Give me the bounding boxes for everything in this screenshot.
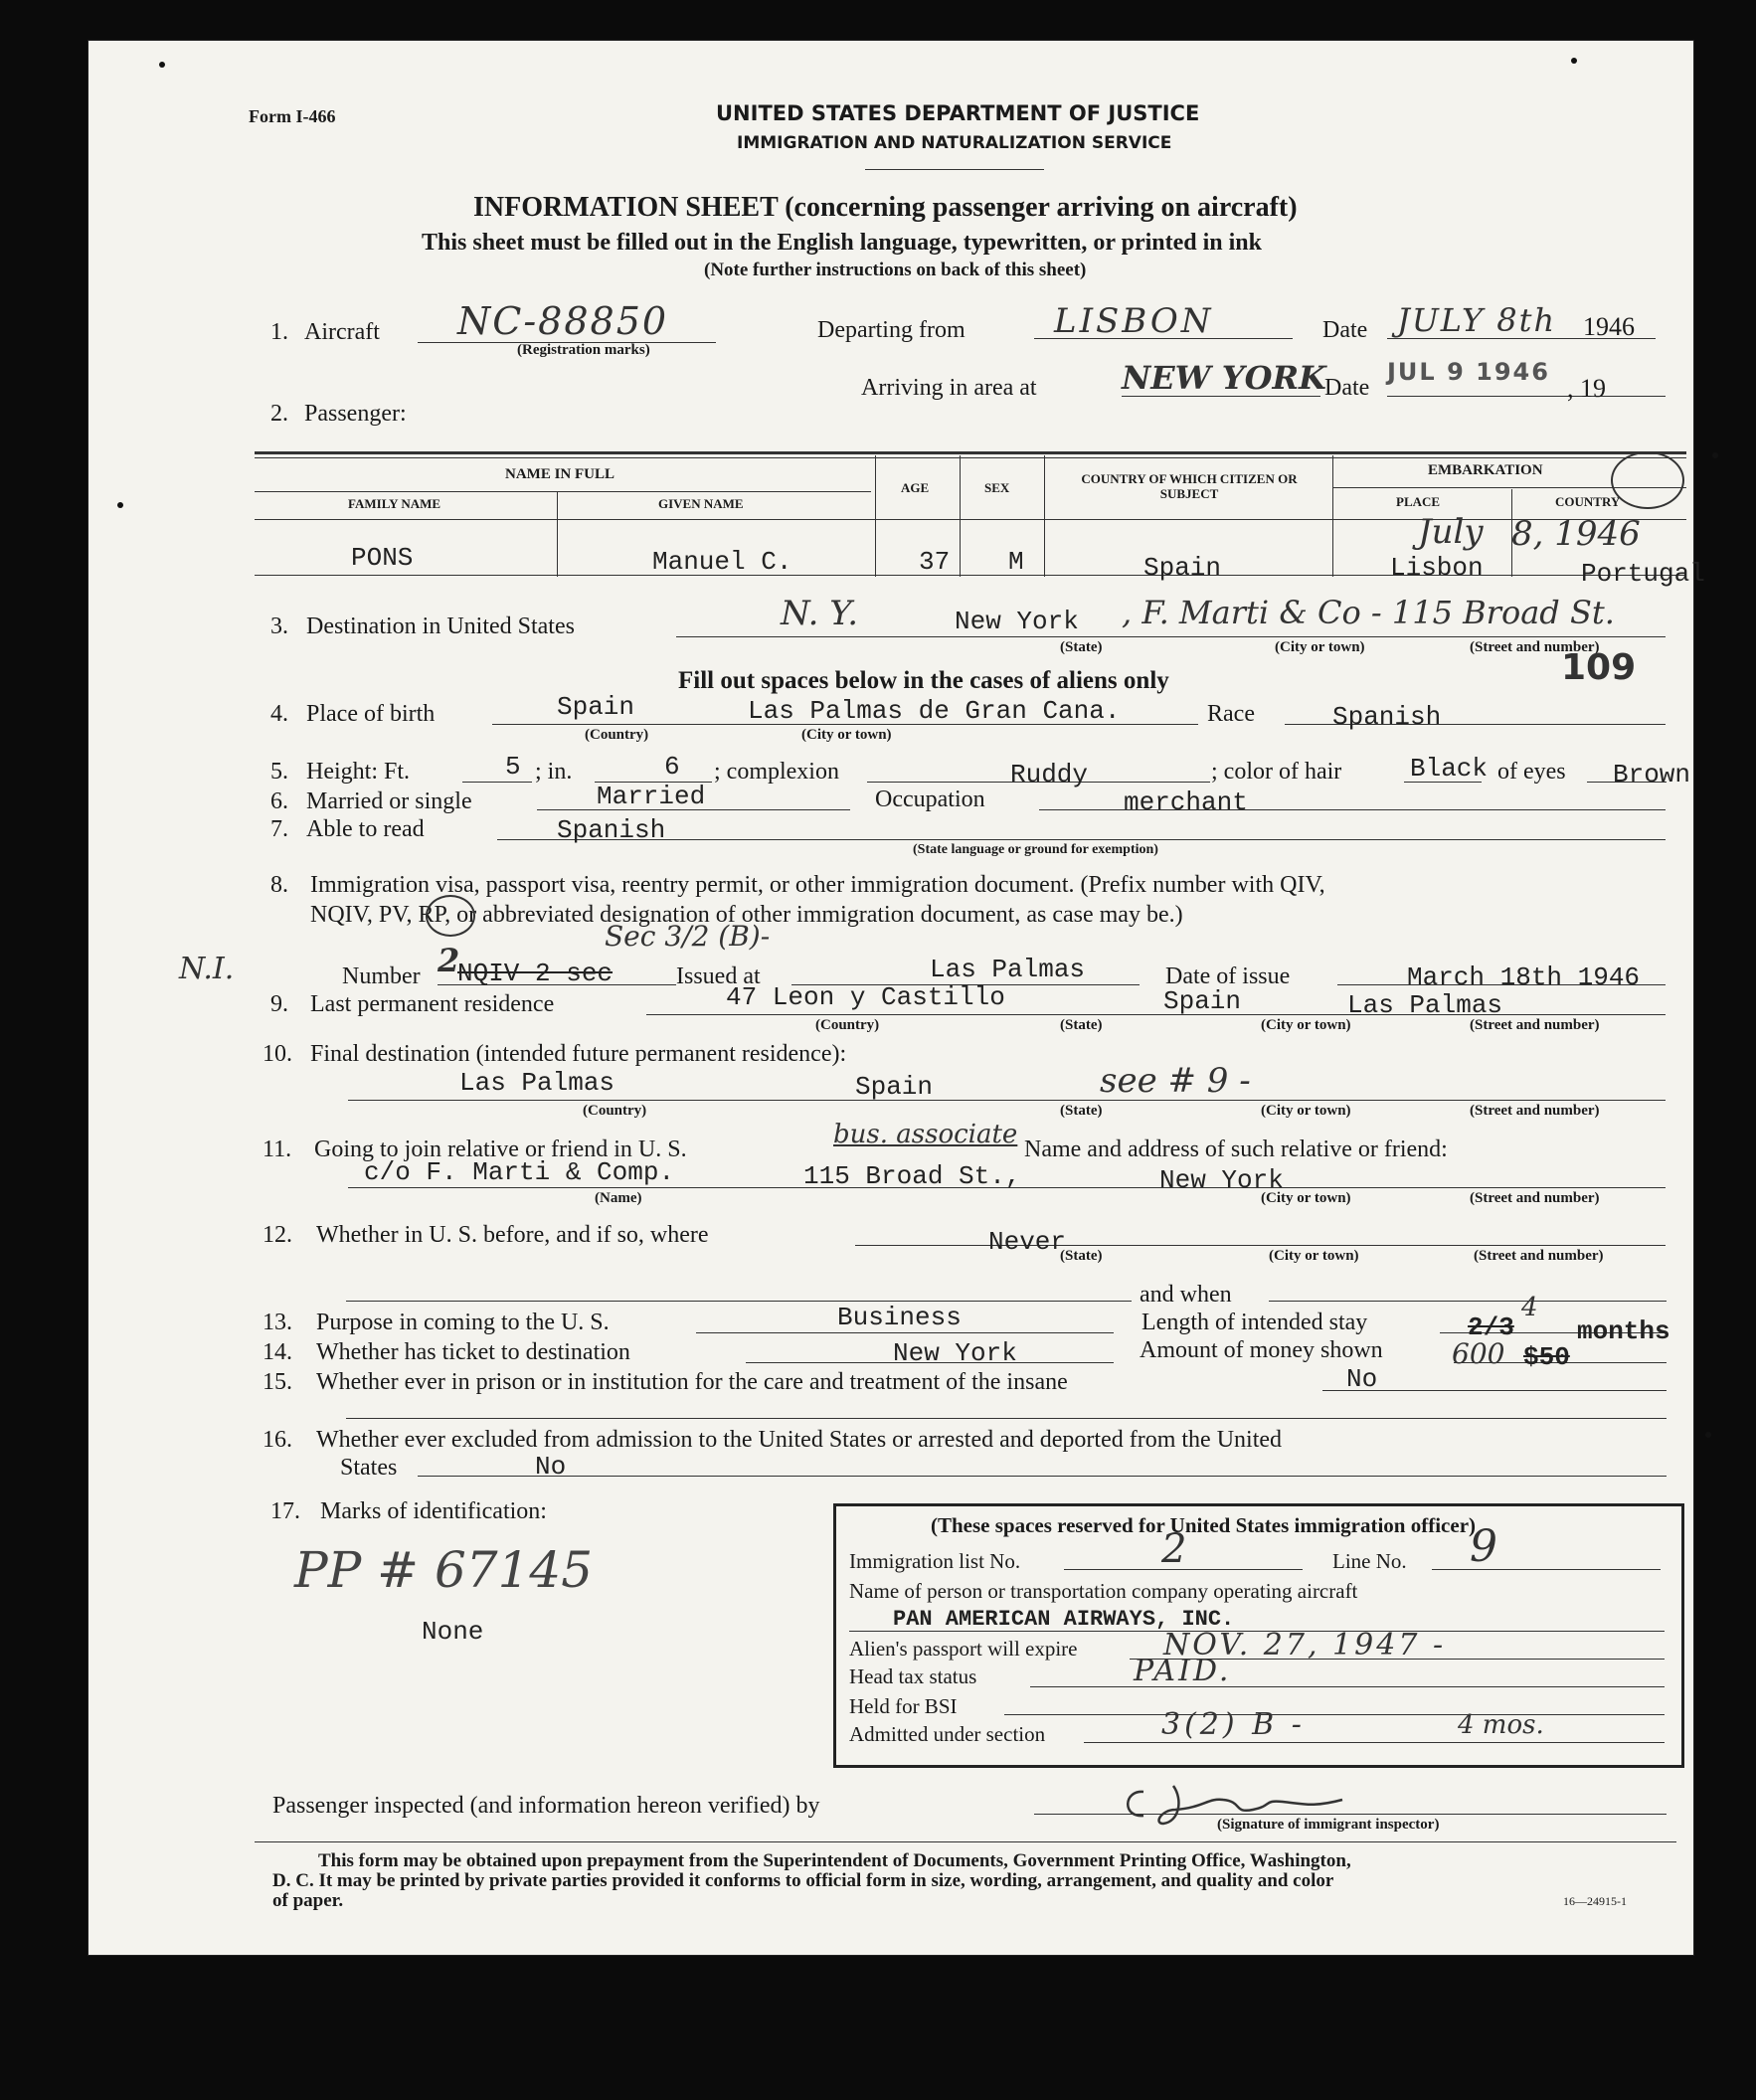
read-value[interactable]: Spanish xyxy=(557,815,666,845)
stamp-number: 109 xyxy=(1561,647,1637,688)
complexion-label: ; complexion xyxy=(714,759,839,785)
aircraft-caption: (Registration marks) xyxy=(517,342,650,358)
residence-cap-country: (Country) xyxy=(815,1017,880,1033)
col-sex: SEX xyxy=(984,480,1010,495)
final-cap-city: (City or town) xyxy=(1261,1103,1351,1119)
and-when-label: and when xyxy=(1140,1282,1232,1308)
department-title: UNITED STATES DEPARTMENT OF JUSTICE xyxy=(716,101,1200,125)
join-name[interactable]: c/o F. Marti & Comp. xyxy=(364,1157,675,1187)
passport-value[interactable]: NOV. 27, 1947 - xyxy=(1163,1628,1447,1662)
print-code: 16—24915-1 xyxy=(1563,1894,1627,1908)
birth-label: Place of birth xyxy=(306,701,436,727)
destination-city[interactable]: New York xyxy=(955,607,1079,636)
line-number-line xyxy=(1432,1569,1661,1570)
excluded-label-2: States xyxy=(340,1455,398,1481)
join-cap-name: (Name) xyxy=(595,1190,642,1206)
tax-label: Head tax status xyxy=(849,1664,977,1688)
table-subhead-rule xyxy=(255,491,871,492)
issued-value[interactable]: Las Palmas xyxy=(930,955,1086,984)
before-label: Whether in U. S. before, and if so, where xyxy=(316,1222,709,1248)
visa-number-hand[interactable]: 2 xyxy=(438,942,460,979)
table-top-rule-2 xyxy=(255,457,1686,458)
citizen-value[interactable]: Spain xyxy=(1143,553,1222,583)
date-year: 1946 xyxy=(1583,312,1635,341)
list-label: Immigration list No. xyxy=(849,1549,1021,1573)
read-label: Able to read xyxy=(306,816,425,842)
final-cap-state: (State) xyxy=(1060,1103,1103,1119)
section-extra: 4 mos. xyxy=(1458,1710,1544,1740)
prison-label: Whether ever in prison or in institution for the care and treatment of the insane xyxy=(316,1369,1068,1395)
complexion-value[interactable]: Ruddy xyxy=(1010,760,1089,789)
residence-line xyxy=(646,1014,1666,1015)
final-destination-line xyxy=(348,1100,1666,1101)
residence-cap-city: (City or town) xyxy=(1261,1017,1351,1033)
operator-label: Name of person or transportation company operating aircraft xyxy=(849,1579,1358,1603)
race-label: Race xyxy=(1207,701,1255,727)
height-ft-value[interactable]: 5 xyxy=(505,752,521,782)
page-subtitle: This sheet must be filled out in the English language, typewritten, or printed in ink xyxy=(422,230,1262,256)
field-2-number: 2. xyxy=(270,401,288,427)
table-col-divider xyxy=(960,455,961,577)
col-name-in-full: NAME IN FULL xyxy=(505,466,615,482)
before-line xyxy=(855,1245,1666,1246)
section-value[interactable]: 3(2) B - xyxy=(1161,1707,1306,1742)
purpose-value[interactable]: Business xyxy=(837,1303,962,1332)
col-embarkation: EMBARKATION xyxy=(1428,462,1543,478)
scan-dot xyxy=(1705,1432,1711,1438)
join-hand[interactable]: bus. associate xyxy=(833,1120,1018,1149)
pv-circle xyxy=(426,895,475,937)
tax-value[interactable]: PAID. xyxy=(1134,1654,1232,1688)
birth-city[interactable]: Las Palmas de Gran Cana. xyxy=(748,696,1121,726)
page-title: INFORMATION SHEET (concerning passenger arriving on aircraft) xyxy=(473,192,1298,223)
money-hand[interactable]: 600 xyxy=(1452,1337,1505,1370)
table-col-divider xyxy=(1044,455,1045,577)
field-12-number: 12. xyxy=(263,1222,292,1248)
eyes-label: of eyes xyxy=(1497,759,1566,785)
field-6-number: 6. xyxy=(270,788,288,814)
excluded-label: Whether ever excluded from admission to the United States or arrested and deported from the United xyxy=(316,1427,1283,1453)
excluded-line xyxy=(418,1476,1667,1477)
arrival-date-stamp: JUL 9 1946 xyxy=(1387,358,1550,386)
issue-date-label: Date of issue xyxy=(1165,963,1291,989)
sex-value[interactable]: M xyxy=(1008,547,1024,577)
passport-label: Alien's passport will expire xyxy=(849,1637,1078,1661)
bsi-line xyxy=(1004,1714,1665,1715)
visa-number-above: Sec 3/2 (B)- xyxy=(605,920,771,953)
birth-cap-city: (City or town) xyxy=(801,727,892,743)
height-in-value[interactable]: 6 xyxy=(664,752,680,782)
height-ft-line xyxy=(462,782,532,783)
stay-struck: 2/3 xyxy=(1468,1312,1514,1342)
scan-dot xyxy=(159,62,165,68)
join-street[interactable]: 115 Broad St., xyxy=(803,1161,1021,1191)
marks-label: Marks of identification: xyxy=(320,1498,547,1524)
destination-label: Destination in United States xyxy=(306,613,575,639)
service-title: IMMIGRATION AND NATURALIZATION SERVICE xyxy=(737,133,1172,153)
visa-text-2: NQIV, PV, RP, or abbreviated designation of other immigration document, as case may be.) xyxy=(310,902,1183,928)
visa-number-label: Number xyxy=(342,963,421,989)
date-label: Date xyxy=(1322,317,1368,343)
family-name-value[interactable]: PONS xyxy=(351,543,414,573)
issue-date-value[interactable]: March 18th 1946 xyxy=(1407,962,1641,992)
field-11-number: 11. xyxy=(263,1137,292,1162)
arriving-value[interactable]: NEW YORK xyxy=(1122,359,1326,397)
stay-label: Length of intended stay xyxy=(1141,1310,1368,1335)
arriving-label: Arriving in area at xyxy=(861,375,1037,401)
birth-cap-country: (Country) xyxy=(585,727,649,743)
given-name-value[interactable]: Manuel C. xyxy=(652,547,792,577)
line-label: Line No. xyxy=(1332,1549,1407,1573)
visa-text-1: Immigration visa, passport visa, reentry permit, or other immigration document. (Prefix number with QIV, xyxy=(310,872,1325,898)
table-col-divider xyxy=(557,491,558,577)
age-value[interactable]: 37 xyxy=(919,547,951,577)
purpose-line xyxy=(696,1332,1114,1333)
money-struck: $50 xyxy=(1523,1342,1570,1372)
arrival-date-label: Date xyxy=(1324,375,1370,401)
residence-cap-state: (State) xyxy=(1060,1017,1103,1033)
excluded-value[interactable]: No xyxy=(535,1452,567,1482)
footer-line-3: of paper. xyxy=(272,1890,344,1911)
field-5-number: 5. xyxy=(270,759,288,785)
section-label: Admitted under section xyxy=(849,1722,1046,1746)
before-line-2 xyxy=(346,1301,1132,1302)
height-ft-label: Height: Ft. xyxy=(306,759,411,785)
signature-caption: (Signature of immigrant inspector) xyxy=(1217,1817,1440,1833)
table-top-rule xyxy=(255,451,1686,454)
residence-city[interactable]: Las Palmas xyxy=(1347,990,1503,1020)
final-destination-note[interactable]: see # 9 - xyxy=(1100,1061,1251,1101)
line-value[interactable]: 9 xyxy=(1470,1521,1497,1572)
field-15-number: 15. xyxy=(263,1369,292,1395)
occupation-label: Occupation xyxy=(875,787,985,812)
footer-line-1: This form may be obtained upon prepayment from the Superintendent of Documents, Government Printing Office, Washington, xyxy=(318,1850,1351,1871)
operator-value[interactable]: PAN AMERICAN AIRWAYS, INC. xyxy=(893,1607,1235,1632)
col-country: COUNTRY OF WHICH CITIZEN OR SUBJECT xyxy=(1081,471,1298,501)
stay-unit: months xyxy=(1577,1316,1670,1346)
and-when-line xyxy=(1269,1301,1667,1302)
scan-dot xyxy=(117,502,123,508)
hair-label: ; color of hair xyxy=(1211,759,1342,785)
field-3-number: 3. xyxy=(270,613,288,639)
final-destination-label: Final destination (intended future permanent residence): xyxy=(310,1041,847,1067)
form-number: Form I-466 xyxy=(249,106,336,126)
race-value[interactable]: Spanish xyxy=(1332,702,1442,732)
arrival-date-printed: , 19 xyxy=(1567,374,1606,403)
residence-cap-street: (Street and number) xyxy=(1470,1017,1600,1033)
destination-street-hand[interactable]: , F. Marti & Co - 115 Broad St. xyxy=(1122,594,1615,631)
circle-mark xyxy=(1611,451,1684,509)
final-cap-country: (Country) xyxy=(583,1103,647,1119)
final-destination-country[interactable]: Spain xyxy=(855,1072,934,1102)
field-8-number: 8. xyxy=(270,872,288,898)
table-col-divider xyxy=(875,455,876,577)
ticket-label: Whether has ticket to destination xyxy=(316,1339,630,1365)
residence-label: Last permanent residence xyxy=(310,991,555,1017)
residence-street[interactable]: 47 Leon y Castillo xyxy=(726,982,1005,1012)
final-destination-city[interactable]: Las Palmas xyxy=(459,1068,615,1098)
final-cap-street: (Street and number) xyxy=(1470,1103,1600,1119)
departing-label: Departing from xyxy=(817,317,966,343)
birth-country[interactable]: Spain xyxy=(557,692,635,722)
scan-dot xyxy=(1712,452,1718,458)
footer-line-2: D. C. It may be printed by private parties provided it conforms to official form in size, wording, arrangement, and quality and color xyxy=(272,1870,1334,1891)
table-col-divider xyxy=(1332,455,1333,577)
ticket-value[interactable]: New York xyxy=(893,1338,1017,1368)
place-hand: July xyxy=(1418,512,1484,552)
purpose-label: Purpose in coming to the U. S. xyxy=(316,1310,610,1335)
residence-country[interactable]: Spain xyxy=(1163,986,1242,1016)
country-value[interactable]: Portugal xyxy=(1581,559,1705,589)
eyes-value[interactable]: Brown xyxy=(1613,760,1691,789)
read-caption: (State language or ground for exemption) xyxy=(913,842,1158,857)
occupation-value[interactable]: merchant xyxy=(1124,788,1248,817)
prison-value[interactable]: No xyxy=(1346,1364,1378,1394)
join-cap-street: (Street and number) xyxy=(1470,1190,1600,1206)
field-9-number: 9. xyxy=(270,991,288,1017)
destination-cap-state: (State) xyxy=(1060,639,1103,655)
marks-hand[interactable]: PP # 67145 xyxy=(294,1541,594,1599)
page-note: (Note further instructions on back of this sheet) xyxy=(704,260,1087,280)
aircraft-value[interactable]: NC-88850 xyxy=(457,299,669,343)
footer-rule xyxy=(255,1841,1676,1842)
field-13-number: 13. xyxy=(263,1310,292,1335)
join-city[interactable]: New York xyxy=(1159,1165,1284,1195)
field-7-number: 7. xyxy=(270,816,288,842)
married-label: Married or single xyxy=(306,788,472,814)
marks-value[interactable]: None xyxy=(422,1617,484,1647)
height-in-label: ; in. xyxy=(535,759,573,785)
aircraft-label: Aircraft xyxy=(304,319,380,345)
destination-cap-city: (City or town) xyxy=(1275,639,1365,655)
bsi-label: Held for BSI xyxy=(849,1694,958,1718)
destination-cap-street: (Street and number) xyxy=(1470,639,1600,655)
before-cap-state: (State) xyxy=(1060,1248,1103,1264)
arrival-date-line xyxy=(1387,396,1666,397)
field-1-number: 1. xyxy=(270,319,288,345)
inspection-label: Passenger inspected (and information hereon verified) by xyxy=(272,1793,820,1819)
col-given-name: GIVEN NAME xyxy=(658,496,744,511)
departing-value[interactable]: LISBON xyxy=(1054,301,1214,341)
hair-value[interactable]: Black xyxy=(1410,754,1489,784)
list-value[interactable]: 2 xyxy=(1161,1526,1187,1572)
field-4-number: 4. xyxy=(270,701,288,727)
issued-label: Issued at xyxy=(676,963,761,989)
col-embark-country: COUNTRY xyxy=(1555,494,1621,509)
married-value[interactable]: Married xyxy=(597,782,706,811)
tax-line xyxy=(1030,1686,1665,1687)
join-cap-city: (City or town) xyxy=(1261,1190,1351,1206)
read-line xyxy=(497,839,1666,840)
col-place: PLACE xyxy=(1396,494,1441,509)
visa-margin-note: N.I. xyxy=(179,952,235,986)
stay-hand[interactable]: 4 xyxy=(1521,1293,1538,1322)
before-value[interactable]: Never xyxy=(988,1227,1067,1257)
aliens-heading: Fill out spaces below in the cases of aliens only xyxy=(678,667,1169,694)
col-family-name: FAMILY NAME xyxy=(348,496,441,511)
field-14-number: 14. xyxy=(263,1339,292,1365)
before-cap-street: (Street and number) xyxy=(1474,1248,1604,1264)
field-16-number: 16. xyxy=(263,1427,292,1453)
destination-line xyxy=(676,636,1666,637)
field-10-number: 10. xyxy=(263,1041,292,1067)
visa-number-struck: NQIV 2 sec xyxy=(457,959,614,988)
join-label-2: Name and address of such relative or friend: xyxy=(1024,1137,1448,1162)
field-17-number: 17. xyxy=(270,1498,300,1524)
header-rule xyxy=(865,169,1044,170)
passenger-label: Passenger: xyxy=(304,401,407,427)
col-age: AGE xyxy=(901,480,930,495)
place-value[interactable]: Lisbon xyxy=(1390,553,1484,583)
date-value[interactable]: JULY 8th xyxy=(1397,301,1557,339)
prison-line-2 xyxy=(346,1418,1667,1419)
country-hand: 8, 1946 xyxy=(1511,514,1641,554)
section-line xyxy=(1084,1742,1665,1743)
destination-state-hand: N. Y. xyxy=(781,594,859,633)
money-label: Amount of money shown xyxy=(1140,1337,1383,1363)
scan-dot xyxy=(1571,58,1577,64)
officer-box-title: (These spaces reserved for United States immigration officer) xyxy=(931,1513,1477,1537)
before-cap-city: (City or town) xyxy=(1269,1248,1359,1264)
join-label: Going to join relative or friend in U. S. xyxy=(314,1137,687,1162)
